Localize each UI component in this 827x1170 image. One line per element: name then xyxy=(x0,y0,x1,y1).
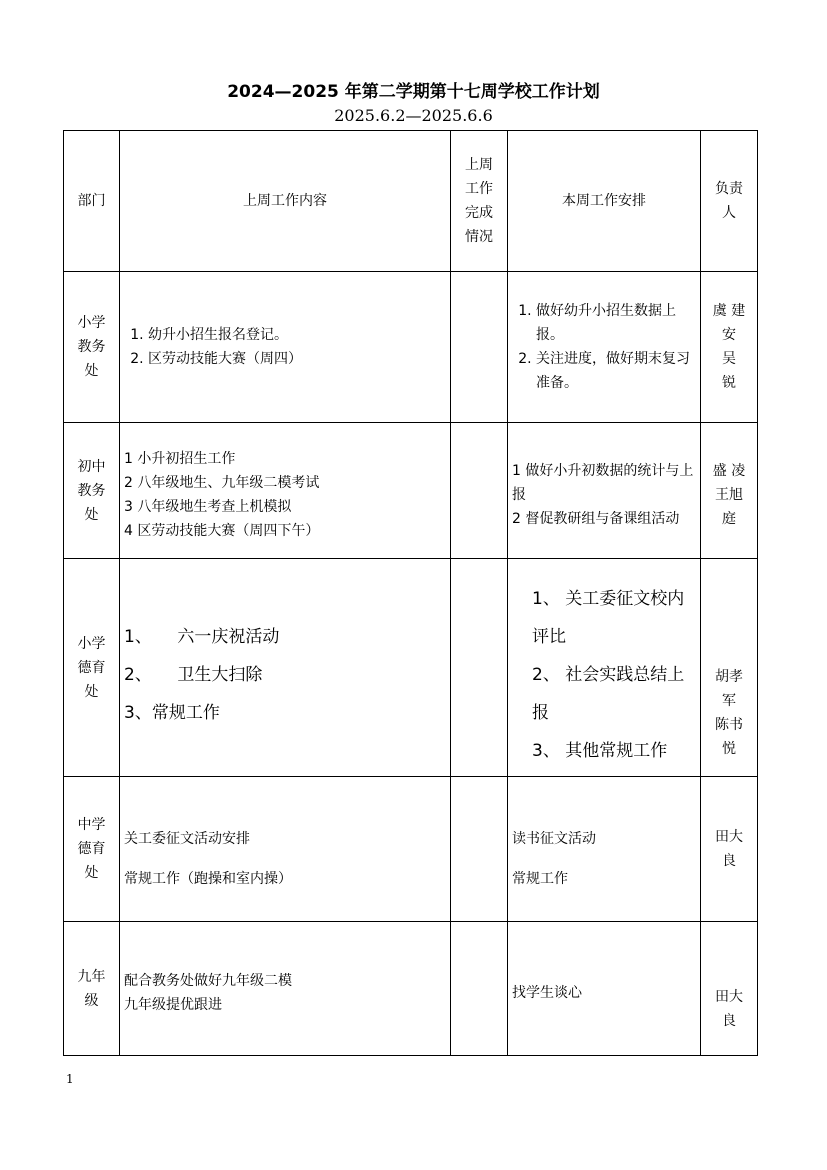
dept-cell xyxy=(64,272,120,423)
last-week-item: 1. 幼升小招生报名登记。 xyxy=(148,323,446,347)
last-week-item: 2、 卫生大扫除 xyxy=(124,664,263,685)
dept-line: 处 xyxy=(84,363,99,379)
last-week-item: 配合教务处做好九年级二模 xyxy=(124,972,292,989)
table-row xyxy=(64,777,758,922)
header-completion-line: 情况 xyxy=(465,229,493,245)
last-week-item: 3、常规工作 xyxy=(124,702,220,723)
this-week-item: 3、 其他常规工作 xyxy=(532,740,668,761)
dept-line: 教务 xyxy=(77,339,106,355)
responsible-line: 安 xyxy=(722,327,736,343)
this-week-item: 1、 关工委征文校内评比 xyxy=(532,588,685,647)
last-week-item: 4 区劳动技能大赛（周四下午） xyxy=(124,522,320,539)
this-week-cell xyxy=(508,423,701,559)
dept-cell xyxy=(64,777,120,922)
last-week-cell xyxy=(120,922,451,1056)
this-week-item: 常规工作 xyxy=(512,871,568,887)
this-week-item: 1. 做好幼升小招生数据上报。 xyxy=(536,299,696,347)
responsible-line: 陈书 xyxy=(715,716,743,733)
this-week-item: 2 督促教研组与备课组活动 xyxy=(512,510,680,527)
this-week-item: 找学生谈心 xyxy=(512,984,582,1001)
dept-line: 德育 xyxy=(77,841,106,857)
header-completion xyxy=(451,131,508,272)
last-week-cell xyxy=(120,272,451,423)
dept-cell xyxy=(64,922,120,1056)
last-week-item: 2. 区劳动技能大赛（周四） xyxy=(148,347,446,371)
this-week-cell xyxy=(508,922,701,1056)
dept-line: 德育 xyxy=(77,659,106,676)
dept-line: 小学 xyxy=(77,635,106,652)
this-week-item: 2. 关注进度，做好期末复习准备。 xyxy=(536,347,696,395)
responsible-line: 盛 凌 xyxy=(712,462,746,479)
last-week-item: 1、 六一庆祝活动 xyxy=(124,626,280,647)
this-week-item: 1 做好小升初数据的统计与上报 xyxy=(512,462,694,503)
status-cell xyxy=(451,423,508,559)
header-completion-line: 上周 xyxy=(465,157,493,173)
responsible-line: 良 xyxy=(722,1012,736,1029)
status-cell xyxy=(451,922,508,1056)
responsible-line: 田大 xyxy=(715,829,743,845)
status-cell xyxy=(451,777,508,922)
dept-line: 小学 xyxy=(77,315,106,331)
last-week-item: 1 小升初招生工作 xyxy=(124,450,236,467)
header-responsible-line: 人 xyxy=(722,205,736,221)
header-row xyxy=(64,131,758,272)
dept-line: 处 xyxy=(84,506,99,523)
responsible-line: 良 xyxy=(722,853,736,869)
dept-cell xyxy=(64,423,120,559)
header-responsible-line: 负责 xyxy=(715,181,743,197)
responsible-line: 胡孝 xyxy=(715,668,743,685)
status-cell xyxy=(451,272,508,423)
work-plan-table xyxy=(63,130,758,1056)
table-row xyxy=(64,922,758,1056)
header-dept: 部门 xyxy=(64,131,120,272)
last-week-cell xyxy=(120,777,451,922)
table-row xyxy=(64,423,758,559)
last-week-item: 关工委征文活动安排 xyxy=(124,831,250,847)
last-week-cell xyxy=(120,559,451,777)
responsible-line: 田大 xyxy=(715,988,743,1005)
dept-line: 初中 xyxy=(77,458,106,475)
dept-line: 级 xyxy=(84,992,99,1009)
header-completion-line: 工作 xyxy=(465,181,493,197)
last-week-item: 3 八年级地生考查上机模拟 xyxy=(124,498,292,515)
this-week-item: 读书征文活动 xyxy=(512,831,596,847)
responsible-cell xyxy=(701,559,758,777)
this-week-cell xyxy=(508,559,701,777)
last-week-cell xyxy=(120,423,451,559)
date-range: 2025.6.2—2025.6.6 xyxy=(334,106,493,125)
table-row xyxy=(64,272,758,423)
dept-line: 中学 xyxy=(77,817,106,833)
responsible-line: 悦 xyxy=(722,740,736,757)
this-week-cell xyxy=(508,272,701,423)
header-completion-line: 完成 xyxy=(465,205,493,221)
page-number: 1 xyxy=(66,1072,74,1086)
last-week-item: 九年级提优跟进 xyxy=(124,996,222,1013)
dept-line: 教务 xyxy=(77,482,106,499)
responsible-line: 王旭 xyxy=(715,486,743,503)
document-title: 2024—2025 年第二学期第十七周学校工作计划 xyxy=(227,82,600,102)
responsible-cell xyxy=(701,423,758,559)
this-week-cell xyxy=(508,777,701,922)
header-responsible xyxy=(701,131,758,272)
responsible-line: 虞 建 xyxy=(712,303,746,319)
dept-line: 九年 xyxy=(77,968,106,985)
responsible-cell xyxy=(701,777,758,922)
last-week-item: 常规工作（跑操和室内操） xyxy=(124,871,292,887)
table-row xyxy=(64,559,758,777)
header-last-week: 上周工作内容 xyxy=(120,131,451,272)
dept-cell xyxy=(64,559,120,777)
responsible-cell xyxy=(701,272,758,423)
responsible-cell xyxy=(701,922,758,1056)
dept-line: 处 xyxy=(84,865,99,881)
dept-line: 处 xyxy=(84,683,99,700)
responsible-line: 锐 xyxy=(722,375,736,391)
responsible-line: 庭 xyxy=(722,510,736,527)
this-week-item: 2、 社会实践总结上报 xyxy=(532,664,685,723)
responsible-line: 军 xyxy=(722,692,736,709)
header-this-week: 本周工作安排 xyxy=(508,131,701,272)
status-cell xyxy=(451,559,508,777)
last-week-item: 2 八年级地生、九年级二模考试 xyxy=(124,474,320,491)
responsible-line: 吴 xyxy=(722,351,736,367)
